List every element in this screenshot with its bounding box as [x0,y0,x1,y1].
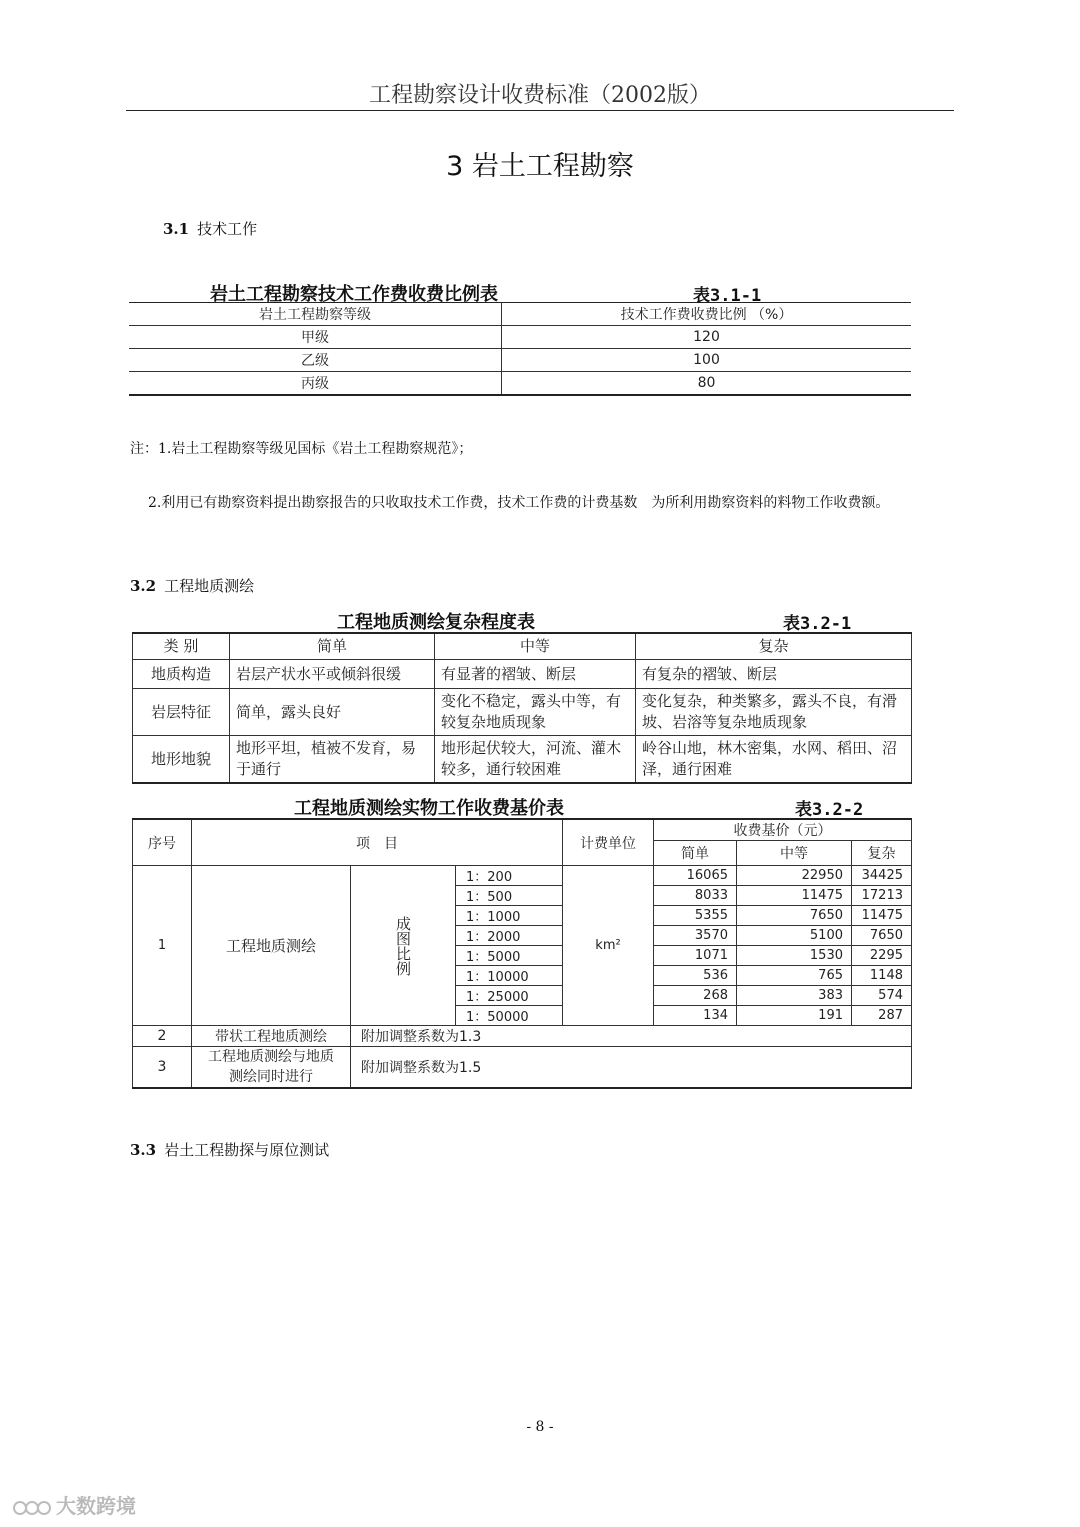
table-cell: 1071 [654,946,737,966]
table-cell: 丙级 [301,376,329,392]
table-cell: 附加调整系数为1.5 [351,1047,912,1089]
table-3-2-2-number: 表3.2-2 [795,800,864,820]
table-cell: 岭谷山地，林木密集，水网、稻田、沼泽，通行困难 [636,736,912,784]
table-cell: 100 [502,349,912,372]
section-number: 3.2 [130,577,157,595]
section-3-1-heading [163,218,257,239]
table-cell: 80 [502,372,912,396]
table-cell: 成图比例 [351,866,456,1026]
header-cell: 岩土工程勘察等级 [259,307,371,323]
table-row [129,326,911,349]
table-row [129,372,911,396]
table-cell: 383 [737,986,852,1006]
table-cell: 1 [133,866,192,1026]
table-cell: 1：1000 [456,906,563,926]
table-cell: 11475 [852,906,912,926]
watermark-logo-icon [12,1497,52,1519]
header-cell: 简单 [230,633,435,660]
table-cell: 1530 [737,946,852,966]
table-cell: 5355 [654,906,737,926]
table-cell: 1：2000 [456,926,563,946]
table-3-2-1 [132,632,912,784]
table-cell: 1：200 [456,866,563,886]
table-cell: 变化复杂，种类繁多，露头不良，有滑坡、岩溶等复杂地质现象 [636,689,912,736]
table-cell: 地质构造 [133,660,230,689]
table-3-2-2-caption: 工程地质测绘实物工作收费基价表 [294,798,564,819]
header-cell: 复杂 [852,841,912,866]
table-3-2-1-number: 表3.2-1 [783,614,852,634]
header-cell: 类 别 [133,633,230,660]
table-cell: 11475 [737,886,852,906]
table-cell: 268 [654,986,737,1006]
header-cell: 技术工作费收费比例 （%） [502,303,912,326]
table-row [133,1047,912,1089]
table-cell: 1：5000 [456,946,563,966]
table-cell: 22950 [737,866,852,886]
table-cell: 1：50000 [456,1006,563,1026]
table-row [133,689,912,736]
table-row [133,866,912,886]
section-title: 技术工作 [197,220,258,238]
table-cell: 变化不稳定，露头中等，有较复杂地质现象 [435,689,636,736]
table-cell: 岩层特征 [133,689,230,736]
table-cell: 工程地质测绘 [192,866,351,1026]
table-cell: 有复杂的褶皱、断层 [636,660,912,689]
header-rule [126,110,954,111]
page-header: 工程勘察设计收费标准（2002版） [369,83,711,108]
table-cell: 34425 [852,866,912,886]
table-cell: km² [563,866,654,1026]
table-cell: 工程地质测绘与地质测绘同时进行 [192,1047,351,1089]
header-cell: 中等 [737,841,852,866]
table-cell: 岩层产状水平或倾斜很缓 [230,660,435,689]
table-cell: 带状工程地质测绘 [192,1026,351,1047]
table-cell: 5100 [737,926,852,946]
table-row [133,660,912,689]
note-2: 2.利用已有勘察资料提出勘察报告的只收取技术工作费，技术工作费的计费基数 为所利用勘察资料的料物工作收费额。 [148,495,890,511]
page-number: - 8 - [526,1419,554,1435]
table-3-1-1-caption: 岩土工程勘察技术工作费收费比例表 [210,284,498,305]
section-title: 工程地质测绘 [164,577,255,595]
table-cell: 地形地貌 [133,736,230,784]
header-cell: 复杂 [636,633,912,660]
table-3-2-1-caption: 工程地质测绘复杂程度表 [337,612,535,633]
table-header-row [133,633,912,660]
table-cell: 乙级 [301,353,329,369]
note-1: 注：1.岩土工程勘察等级见国标《岩土工程勘察规范》； [130,441,473,457]
table-cell: 3570 [654,926,737,946]
table-cell: 1：25000 [456,986,563,1006]
table-cell: 2295 [852,946,912,966]
table-cell: 134 [654,1006,737,1026]
table-cell: 甲级 [301,330,329,346]
table-cell: 7650 [737,906,852,926]
header-cell: 计费单位 [563,819,654,866]
table-row [133,736,912,784]
table-cell: 1：500 [456,886,563,906]
table-cell: 16065 [654,866,737,886]
table-cell: 有显著的褶皱、断层 [435,660,636,689]
table-cell: 536 [654,966,737,986]
table-row [129,349,911,372]
table-cell: 地形起伏较大，河流、灌木较多，通行较困难 [435,736,636,784]
table-cell: 8033 [654,886,737,906]
table-header-row [133,819,912,841]
chapter-title: 3 岩土工程勘察 [446,151,634,182]
section-3-2-heading [130,575,254,596]
table-cell: 3 [133,1047,192,1089]
watermark [12,1490,136,1519]
header-cell: 项 目 [192,819,563,866]
section-number: 3.3 [130,1141,157,1159]
watermark-text: 大数跨境 [56,1494,136,1518]
table-cell: 574 [852,986,912,1006]
table-row [133,1026,912,1047]
table-cell: 120 [502,326,912,349]
header-cell: 收费基价（元） [654,819,912,841]
header-cell: 简单 [654,841,737,866]
table-cell: 191 [737,1006,852,1026]
table-cell: 765 [737,966,852,986]
table-cell: 2 [133,1026,192,1047]
table-cell: 地形平坦，植被不发育，易于通行 [230,736,435,784]
table-cell: 17213 [852,886,912,906]
table-cell: 简单，露头良好 [230,689,435,736]
table-cell: 附加调整系数为1.3 [351,1026,912,1047]
section-title: 岩土工程勘探与原位测试 [164,1141,330,1159]
header-cell: 序号 [133,819,192,866]
table-3-2-2 [132,818,912,1089]
table-cell: 1148 [852,966,912,986]
table-header-row [129,303,911,326]
section-number: 3.1 [163,220,190,238]
table-3-1-1-number: 表3.1-1 [693,286,762,306]
header-cell: 中等 [435,633,636,660]
table-cell: 7650 [852,926,912,946]
table-3-1-1 [129,302,911,396]
table-cell: 1：10000 [456,966,563,986]
table-cell: 287 [852,1006,912,1026]
section-3-3-heading [130,1139,329,1160]
